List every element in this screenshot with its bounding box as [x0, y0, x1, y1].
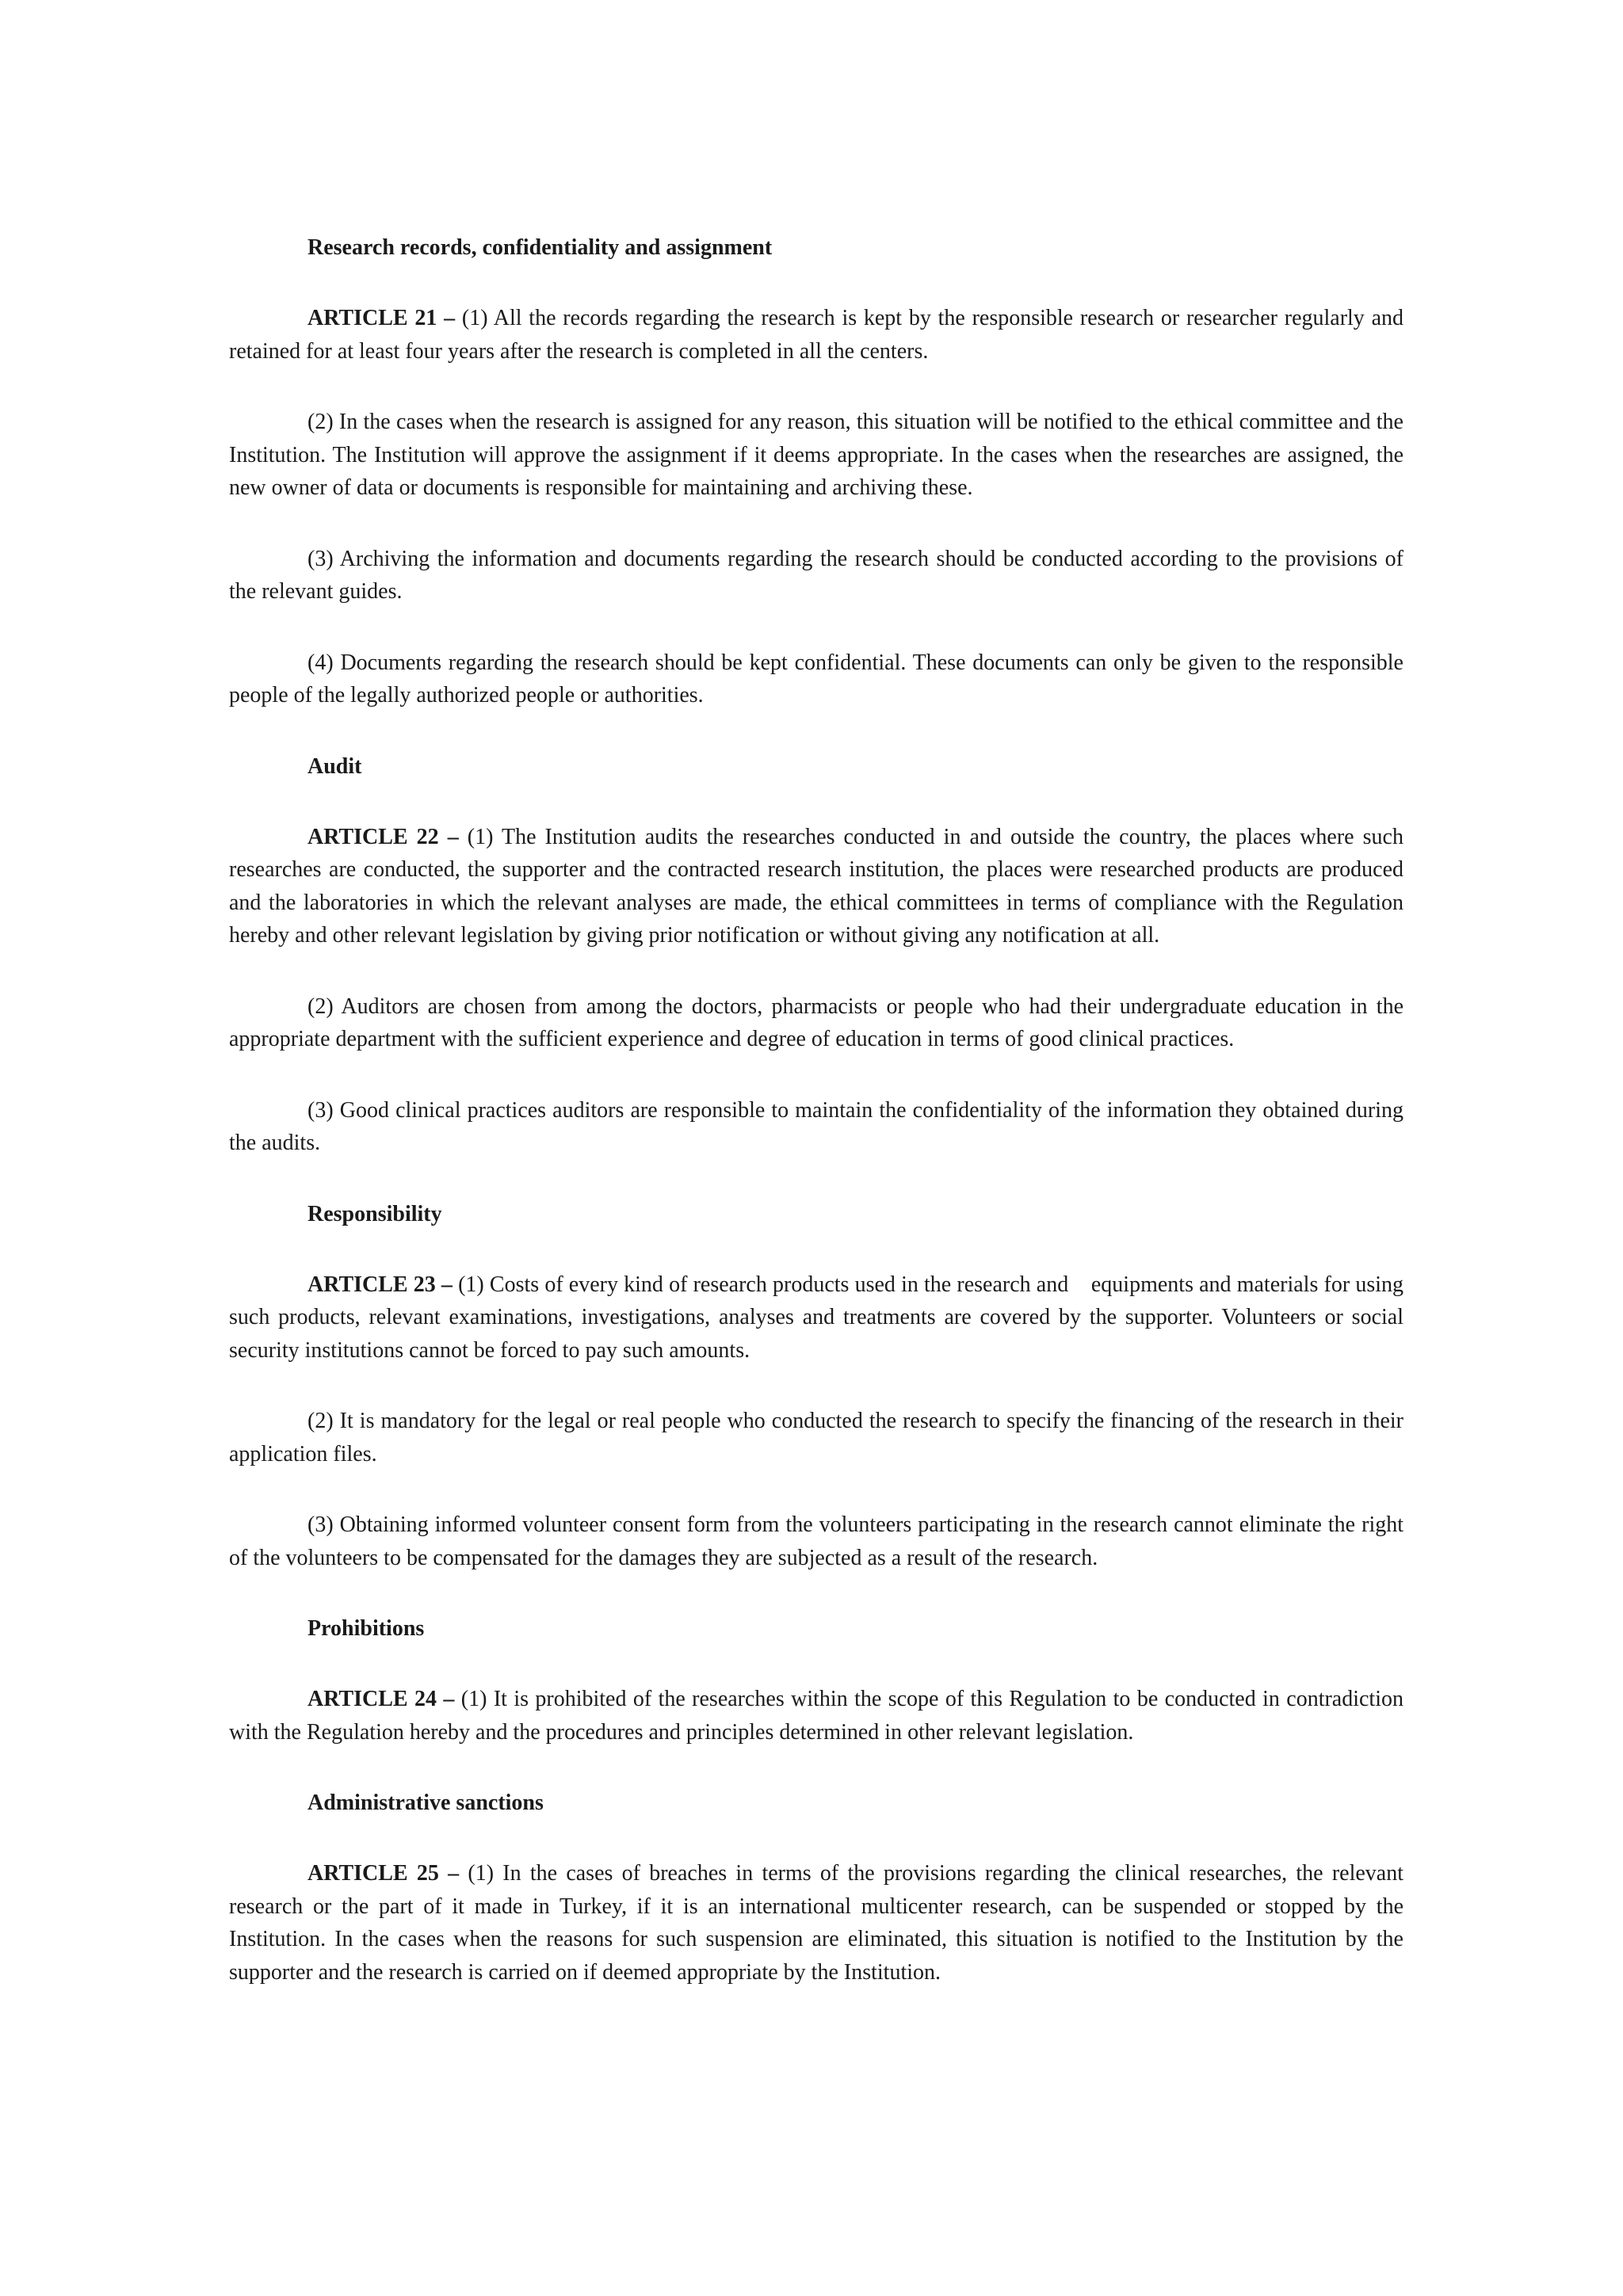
article-label: ARTICLE 24 –	[307, 1687, 455, 1711]
article-label: ARTICLE 21 –	[307, 306, 456, 330]
article-label: ARTICLE 25 –	[307, 1861, 460, 1886]
paragraph	[229, 1405, 1403, 1470]
paragraph-text: (1) In the cases of breaches in terms of the provisions regarding the clinical researches, the relevant research or the part of it made in Turkey, if it is an international multicenter research, can be suspended or stopped by the Institution. In the cases when the reasons for such suspension are eliminated, this situation is notified to the Institution by the supporter and the research is carried on if deemed appropriate by the Institution.	[229, 1861, 1403, 1985]
paragraph	[229, 1268, 1409, 1367]
document-page	[229, 231, 1409, 2027]
paragraph	[229, 406, 1403, 505]
article-label: ARTICLE 23 –	[307, 1272, 453, 1297]
paragraph-text: (2) In the cases when the research is assigned for any reason, this situation will be notified to the ethical committee and the Institution. The Institution will approve the assignment if it deems appropriate. In the cases when the researches are assigned, the new owner of data or documents is responsible for maintaining and archiving these.	[229, 410, 1403, 500]
paragraph	[229, 646, 1403, 712]
paragraph	[229, 1094, 1403, 1160]
paragraph	[229, 1683, 1403, 1749]
paragraph-text: (3) Good clinical practices auditors are responsible to maintain the confidentiality of the information they obtained during the audits.	[229, 1097, 1403, 1155]
paragraph-text: (1) The Institution audits the researches conducted in and outside the country, the places where such researches are conducted, the supporter and the contracted research institution, the places were researched products are produced and the laboratories in which the relevant analyses are made, the ethical committees in terms of compliance with the Regulation hereby and other relevant legislation by giving prior notification or without giving any notification at all.	[229, 824, 1403, 948]
paragraph	[229, 1857, 1403, 1989]
paragraph-text: (2) It is mandatory for the legal or real people who conducted the research to specify the financing of the research in their application files.	[229, 1409, 1403, 1466]
article-label: ARTICLE 22 –	[307, 824, 459, 849]
paragraph-text: (4) Documents regarding the research should be kept confidential. These documents can only be given to the responsible people of the legally authorized people or authorities.	[229, 650, 1403, 707]
paragraph-text: (1) All the records regarding the research is kept by the responsible research or researcher regularly and retained for at least four years after the research is completed in all the centers.	[229, 306, 1403, 364]
paragraph	[229, 990, 1403, 1056]
section-heading: Research records, confidentiality and assignment	[307, 235, 773, 260]
section-heading: Responsibility	[307, 1201, 442, 1226]
paragraph	[229, 302, 1403, 368]
section-heading: Audit	[307, 753, 362, 779]
section-heading: Prohibitions	[307, 1616, 425, 1641]
paragraph-text: (2) Auditors are chosen from among the doctors, pharmacists or people who had their undergraduate education in the appropriate department with the sufficient experience and degree of education in terms of good clinical practices.	[229, 994, 1403, 1051]
section-heading: Administrative sanctions	[307, 1791, 544, 1815]
paragraph-text: (3) Archiving the information and documents regarding the research should be conducted according to the provisions of the relevant guides.	[229, 546, 1403, 604]
paragraph	[229, 821, 1403, 952]
paragraph	[229, 543, 1403, 608]
paragraph-text: (1) It is prohibited of the researches within the scope of this Regulation to be conducted in contradiction with the Regulation hereby and the procedures and principles determined in other relevant legislation.	[229, 1687, 1403, 1745]
paragraph	[229, 1508, 1403, 1574]
paragraph-text: (3) Obtaining informed volunteer consent form from the volunteers participating in the research cannot eliminate the right of the volunteers to be compensated for the damages they are subjected as a result of the research.	[229, 1512, 1403, 1570]
paragraph-text: (1) Costs of every kind of research products used in the research and equipments and materials for using such products, relevant examinations, investigations, analyses and treatments are covered by the supporter. Volunteers or social security institutions cannot be forced to pay such amounts.	[229, 1272, 1409, 1363]
